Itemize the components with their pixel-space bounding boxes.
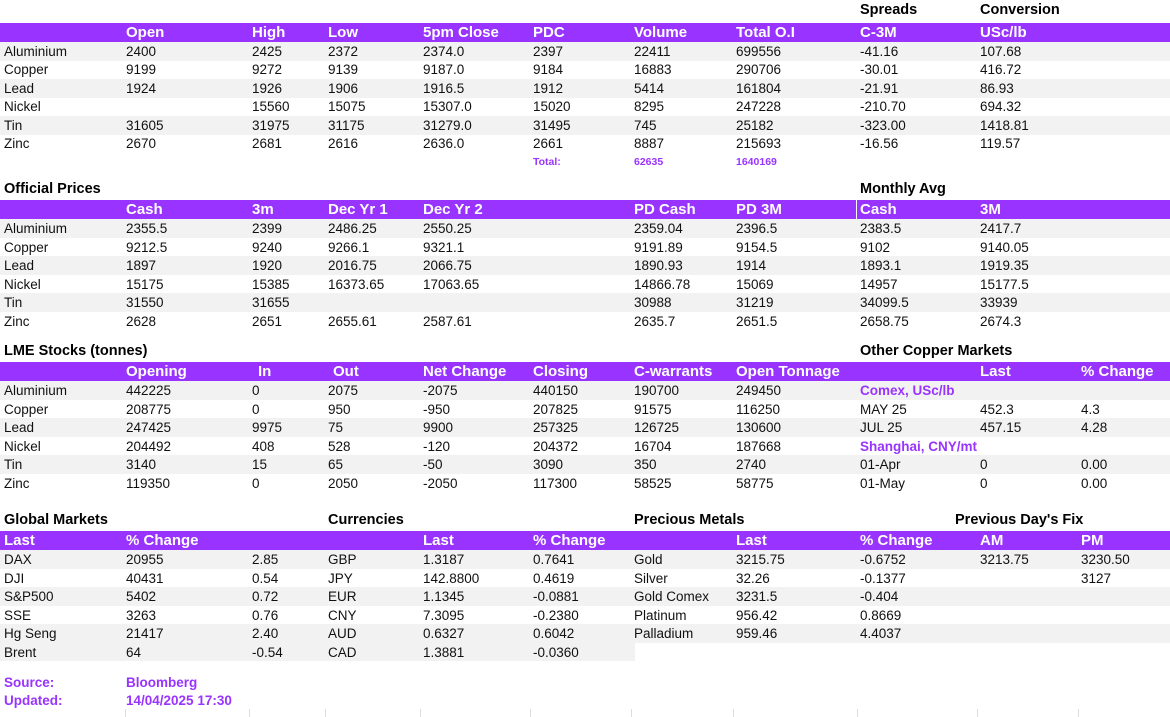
grid-tick [733, 709, 734, 717]
cell: 2399 [252, 221, 283, 236]
row-label: Nickel [4, 277, 41, 292]
column-header: Out [333, 363, 359, 380]
column-header: Cash [126, 201, 163, 218]
cell: 2.40 [252, 626, 279, 641]
row-label: Tin [4, 118, 23, 133]
cell: 9187.0 [423, 62, 465, 77]
source-value: Bloomberg [126, 675, 198, 690]
cell: 2661 [533, 136, 564, 151]
cell: 4.3 [1081, 402, 1100, 417]
total-volume: 62635 [634, 156, 664, 168]
cell: 440150 [533, 383, 579, 398]
cell: 9102 [860, 240, 891, 255]
column-header: 3m [252, 201, 274, 218]
cell: 208775 [126, 402, 172, 417]
cell: 107.68 [980, 44, 1022, 59]
cell: 2397 [533, 44, 564, 59]
cell: 2486.25 [328, 221, 377, 236]
column-header: Last [423, 532, 454, 549]
cell: 190700 [634, 383, 680, 398]
cell: 204372 [533, 439, 579, 454]
grid-tick [530, 709, 531, 717]
cell: 416.72 [980, 62, 1022, 77]
column-header: Closing [533, 363, 588, 380]
section-title: Monthly Avg [860, 181, 946, 197]
currency-label: GBP [328, 552, 357, 567]
cell: 0.6327 [423, 626, 465, 641]
cell: 34099.5 [860, 295, 909, 310]
column-header: 3M [980, 201, 1001, 218]
cell: 3230.50 [1081, 552, 1130, 567]
cell: 15560 [252, 99, 290, 114]
column-header: Dec Yr 2 [423, 201, 483, 218]
contract-label: JUL 25 [860, 420, 903, 435]
conversion-group-label: Conversion [980, 2, 1060, 18]
index-label: DJI [4, 571, 25, 586]
cell: 204492 [126, 439, 172, 454]
cell: 1906 [328, 81, 359, 96]
row-band [0, 381, 1170, 400]
row-label: Zinc [4, 476, 30, 491]
currency-label: AUD [328, 626, 357, 641]
cell: 31550 [126, 295, 164, 310]
section-title: Other Copper Markets [860, 343, 1013, 359]
metal-label: Gold [634, 552, 663, 567]
row-label: Lead [4, 81, 35, 96]
cell: -50 [423, 457, 443, 472]
cell: 31495 [533, 118, 571, 133]
cell: 65 [328, 457, 344, 472]
cell: 528 [328, 439, 351, 454]
cell: 15069 [736, 277, 774, 292]
cell: 2740 [736, 457, 767, 472]
column-header: PD 3M [736, 201, 782, 218]
metal-label: Silver [634, 571, 668, 586]
cell: -0.54 [252, 645, 283, 660]
column-header: PM [1081, 532, 1104, 549]
grid-tick [857, 709, 858, 717]
row-label: Copper [4, 402, 49, 417]
row-label: Zinc [4, 314, 30, 329]
cell: 2355.5 [126, 221, 168, 236]
cell: 64 [126, 645, 142, 660]
section-title: Official Prices [4, 181, 101, 197]
column-header: C-warrants [634, 363, 713, 380]
column-header: Last [980, 363, 1011, 380]
section-title: LME Stocks (tonnes) [4, 343, 148, 359]
cell: 2658.75 [860, 314, 909, 329]
cell: 2628 [126, 314, 157, 329]
cell: -0.0881 [533, 589, 579, 604]
cell: 2651 [252, 314, 283, 329]
cell: 207825 [533, 402, 579, 417]
cell: 1897 [126, 258, 157, 273]
cell: 15177.5 [980, 277, 1029, 292]
row-label: Aluminium [4, 44, 68, 59]
cell: 15385 [252, 277, 290, 292]
cell: 694.32 [980, 99, 1022, 114]
cell: 247228 [736, 99, 782, 114]
column-header: Total O.I [736, 24, 795, 41]
cell: 4.28 [1081, 420, 1108, 435]
grid-tick [125, 709, 126, 717]
markets-header [0, 531, 1170, 550]
cell: 5402 [126, 589, 157, 604]
row-label: Copper [4, 240, 49, 255]
cell: 0.54 [252, 571, 279, 586]
cell: 4.4037 [860, 626, 902, 641]
cell: 457.15 [980, 420, 1022, 435]
cell: 350 [634, 457, 657, 472]
row-label: Lead [4, 258, 35, 273]
cell: 0 [980, 457, 988, 472]
index-label: Hg Seng [4, 626, 57, 641]
official-prices-header [0, 200, 1170, 219]
cell: 91575 [634, 402, 672, 417]
cell: 745 [634, 118, 657, 133]
total-open-interest: 1640169 [736, 156, 777, 168]
cell: -21.91 [860, 81, 899, 96]
cell: 58775 [736, 476, 774, 491]
cell: 126725 [634, 420, 680, 435]
section-title: Previous Day's Fix [955, 512, 1084, 528]
column-header: Open Tonnage [736, 363, 840, 380]
column-header: % Change [860, 532, 933, 549]
cell: 215693 [736, 136, 782, 151]
cell: 3263 [126, 608, 157, 623]
cell: 15175 [126, 277, 164, 292]
row-band [0, 455, 1170, 474]
cell: 17063.65 [423, 277, 480, 292]
column-header: High [252, 24, 286, 41]
row-label: Aluminium [4, 221, 68, 236]
cell: 2674.3 [980, 314, 1022, 329]
cell: -2050 [423, 476, 458, 491]
column-header: Open [126, 24, 165, 41]
source-label: Source: [4, 675, 55, 690]
cell: 3140 [126, 457, 157, 472]
column-header: AM [980, 532, 1004, 549]
row-label: Nickel [4, 439, 41, 454]
index-label: Brent [4, 645, 37, 660]
cell: 8887 [634, 136, 665, 151]
currency-label: JPY [328, 571, 353, 586]
cell: -323.00 [860, 118, 906, 133]
cell: -210.70 [860, 99, 906, 114]
metal-label: Platinum [634, 608, 687, 623]
cell: 2587.61 [423, 314, 472, 329]
lme-prices-header [0, 23, 1170, 42]
grid-tick [1078, 709, 1079, 717]
cell: 30988 [634, 295, 672, 310]
contract-label: 01-May [860, 476, 906, 491]
cell: 2651.5 [736, 314, 778, 329]
column-header: Dec Yr 1 [328, 201, 388, 218]
cell: -0.2380 [533, 608, 579, 623]
cell: 33939 [980, 295, 1018, 310]
cell: -120 [423, 439, 451, 454]
column-divider [856, 200, 857, 219]
cell: -30.01 [860, 62, 899, 77]
index-label: SSE [4, 608, 32, 623]
column-header: Cash [860, 201, 897, 218]
column-header: Last [4, 532, 35, 549]
cell: 0.76 [252, 608, 279, 623]
cell: 2066.75 [423, 258, 472, 273]
cell: 2616 [328, 136, 359, 151]
cell: 15020 [533, 99, 571, 114]
row-label: Aluminium [4, 383, 68, 398]
contract-label: MAY 25 [860, 402, 907, 417]
cell: 187668 [736, 439, 782, 454]
row-band [0, 624, 1170, 643]
cell: 31219 [736, 295, 774, 310]
cell: 2016.75 [328, 258, 377, 273]
lme-stocks-header [0, 362, 1170, 381]
row-label: Nickel [4, 99, 41, 114]
cell: 0 [252, 383, 260, 398]
cell: 408 [252, 439, 275, 454]
grid-tick [325, 709, 326, 717]
cell: 130600 [736, 420, 782, 435]
column-header: 5pm Close [423, 24, 499, 41]
cell: 3215.75 [736, 552, 785, 567]
row-label: Lead [4, 420, 35, 435]
cell: 9139 [328, 62, 359, 77]
updated-value: 14/04/2025 17:30 [126, 693, 232, 708]
column-header: % Change [1081, 363, 1154, 380]
column-header: % Change [126, 532, 199, 549]
currency-label: CNY [328, 608, 357, 623]
cell: 0.72 [252, 589, 279, 604]
column-header: Volume [634, 24, 688, 41]
market-group-label: Shanghai, CNY/mt [860, 439, 978, 454]
cell: 1919.35 [980, 258, 1029, 273]
cell: 15 [252, 457, 268, 472]
column-header: C-3M [860, 24, 897, 41]
cell: 119350 [126, 476, 171, 491]
cell: 959.46 [736, 626, 778, 641]
cell: 16704 [634, 439, 672, 454]
index-label: DAX [4, 552, 32, 567]
cell: 9154.5 [736, 240, 778, 255]
cell: 75 [328, 420, 344, 435]
cell: 3213.75 [980, 552, 1029, 567]
column-header: PD Cash [634, 201, 696, 218]
cell: 31655 [252, 295, 290, 310]
cell: 2425 [252, 44, 283, 59]
cell: 2075 [328, 383, 359, 398]
cell: 7.3095 [423, 608, 465, 623]
cell: 2372 [328, 44, 359, 59]
cell: 9975 [252, 420, 283, 435]
cell: 15307.0 [423, 99, 472, 114]
cell: 290706 [736, 62, 782, 77]
column-header: USc/lb [980, 24, 1027, 41]
cell: -2075 [423, 383, 458, 398]
cell: 16883 [634, 62, 672, 77]
cell: 452.3 [980, 402, 1014, 417]
cell: 0.00 [1081, 457, 1108, 472]
cell: 14957 [860, 277, 898, 292]
cell: -41.16 [860, 44, 899, 59]
index-label: S&P500 [4, 589, 54, 604]
cell: 2359.04 [634, 221, 683, 236]
cell: 1418.81 [980, 118, 1029, 133]
cell: 3231.5 [736, 589, 778, 604]
section-title: Global Markets [4, 512, 108, 528]
cell: 21417 [126, 626, 164, 641]
cell: 116250 [736, 402, 781, 417]
metal-label: Gold Comex [634, 589, 710, 604]
cell: 2635.7 [634, 314, 676, 329]
cell: 9240 [252, 240, 283, 255]
cell: 2681 [252, 136, 283, 151]
cell: 31175 [328, 118, 365, 133]
column-header: In [258, 363, 272, 380]
cell: 0.6042 [533, 626, 575, 641]
contract-label: 01-Apr [860, 457, 901, 472]
cell: 119.57 [980, 136, 1021, 151]
cell: 2396.5 [736, 221, 778, 236]
cell: 9900 [423, 420, 454, 435]
cell: 9199 [126, 62, 157, 77]
cell: 16373.65 [328, 277, 385, 292]
cell: 40431 [126, 571, 164, 586]
cell: 58525 [634, 476, 672, 491]
cell: -0.0360 [533, 645, 579, 660]
cell: 0.7641 [533, 552, 575, 567]
row-label: Zinc [4, 136, 30, 151]
cell: 257325 [533, 420, 579, 435]
section-title: Currencies [328, 512, 404, 528]
column-header: Last [736, 532, 767, 549]
cell: 247425 [126, 420, 172, 435]
cell: 31975 [252, 118, 290, 133]
cell: 9184 [533, 62, 564, 77]
cell: 5414 [634, 81, 665, 96]
cell: 8295 [634, 99, 665, 114]
updated-label: Updated: [4, 693, 63, 708]
cell: 25182 [736, 118, 774, 133]
column-header: Net Change [423, 363, 507, 380]
cell: 2050 [328, 476, 359, 491]
column-header: % Change [533, 532, 606, 549]
cell: 1924 [126, 81, 157, 96]
totals-label: Total: [533, 156, 561, 168]
cell: 1893.1 [860, 258, 902, 273]
column-header: Opening [126, 363, 187, 380]
cell: 1920 [252, 258, 283, 273]
cell: 3127 [1081, 571, 1112, 586]
cell: 142.8800 [423, 571, 480, 586]
cell: 0.8669 [860, 608, 902, 623]
metal-label: Palladium [634, 626, 694, 641]
cell: 9191.89 [634, 240, 683, 255]
cell: 9321.1 [423, 240, 465, 255]
cell: -16.56 [860, 136, 899, 151]
cell: 2383.5 [860, 221, 902, 236]
row-label: Copper [4, 62, 49, 77]
cell: 950 [328, 402, 351, 417]
cell: 1926 [252, 81, 283, 96]
cell: 2636.0 [423, 136, 465, 151]
cell: 956.42 [736, 608, 778, 623]
cell: 2400 [126, 44, 157, 59]
cell: -0.6752 [860, 552, 906, 567]
cell: -950 [423, 402, 451, 417]
cell: 699556 [736, 44, 782, 59]
cell: 0 [252, 402, 260, 417]
row-label: Tin [4, 457, 23, 472]
cell: 2550.25 [423, 221, 472, 236]
cell: 249450 [736, 383, 782, 398]
cell: 86.93 [980, 81, 1014, 96]
cell: -0.1377 [860, 571, 906, 586]
market-group-label: Comex, USc/lb [860, 383, 955, 398]
cell: 31605 [126, 118, 164, 133]
currency-label: EUR [328, 589, 357, 604]
cell: 2417.7 [980, 221, 1022, 236]
cell: 1.1345 [423, 589, 465, 604]
row-band [0, 587, 1170, 606]
cell: 442225 [126, 383, 172, 398]
cell: 20955 [126, 552, 164, 567]
cell: 1890.93 [634, 258, 683, 273]
section-title: Precious Metals [634, 512, 745, 528]
cell: 0.4619 [533, 571, 575, 586]
grid-tick [249, 709, 250, 717]
currency-label: CAD [328, 645, 357, 660]
cell: 0 [980, 476, 988, 491]
cell: 2374.0 [423, 44, 465, 59]
cell: 15075 [328, 99, 366, 114]
column-header: Low [328, 24, 358, 41]
cell: 1.3881 [423, 645, 465, 660]
cell: 14866.78 [634, 277, 691, 292]
cell: 2655.61 [328, 314, 377, 329]
cell: 1912 [533, 81, 564, 96]
cell: 0.00 [1081, 476, 1108, 491]
grid-tick [631, 709, 632, 717]
cell: 3090 [533, 457, 564, 472]
cell: 117300 [533, 476, 578, 491]
cell: 0 [252, 476, 260, 491]
cell: 2670 [126, 136, 157, 151]
cell: 9140.05 [980, 240, 1029, 255]
cell: 1916.5 [423, 81, 465, 96]
cell: 9212.5 [126, 240, 168, 255]
cell: 1914 [736, 258, 767, 273]
cell: 32.26 [736, 571, 770, 586]
row-label: Tin [4, 295, 23, 310]
spreads-group-label: Spreads [860, 2, 918, 18]
cell: 22411 [634, 44, 671, 59]
cell: 1.3187 [423, 552, 465, 567]
cell: 2.85 [252, 552, 279, 567]
cell: 161804 [736, 81, 782, 96]
cell: 31279.0 [423, 118, 472, 133]
cell: 9272 [252, 62, 283, 77]
cell: 9266.1 [328, 240, 370, 255]
column-header: PDC [533, 24, 565, 41]
grid-tick [977, 709, 978, 717]
grid-tick [420, 709, 421, 717]
cell: -0.404 [860, 589, 899, 604]
